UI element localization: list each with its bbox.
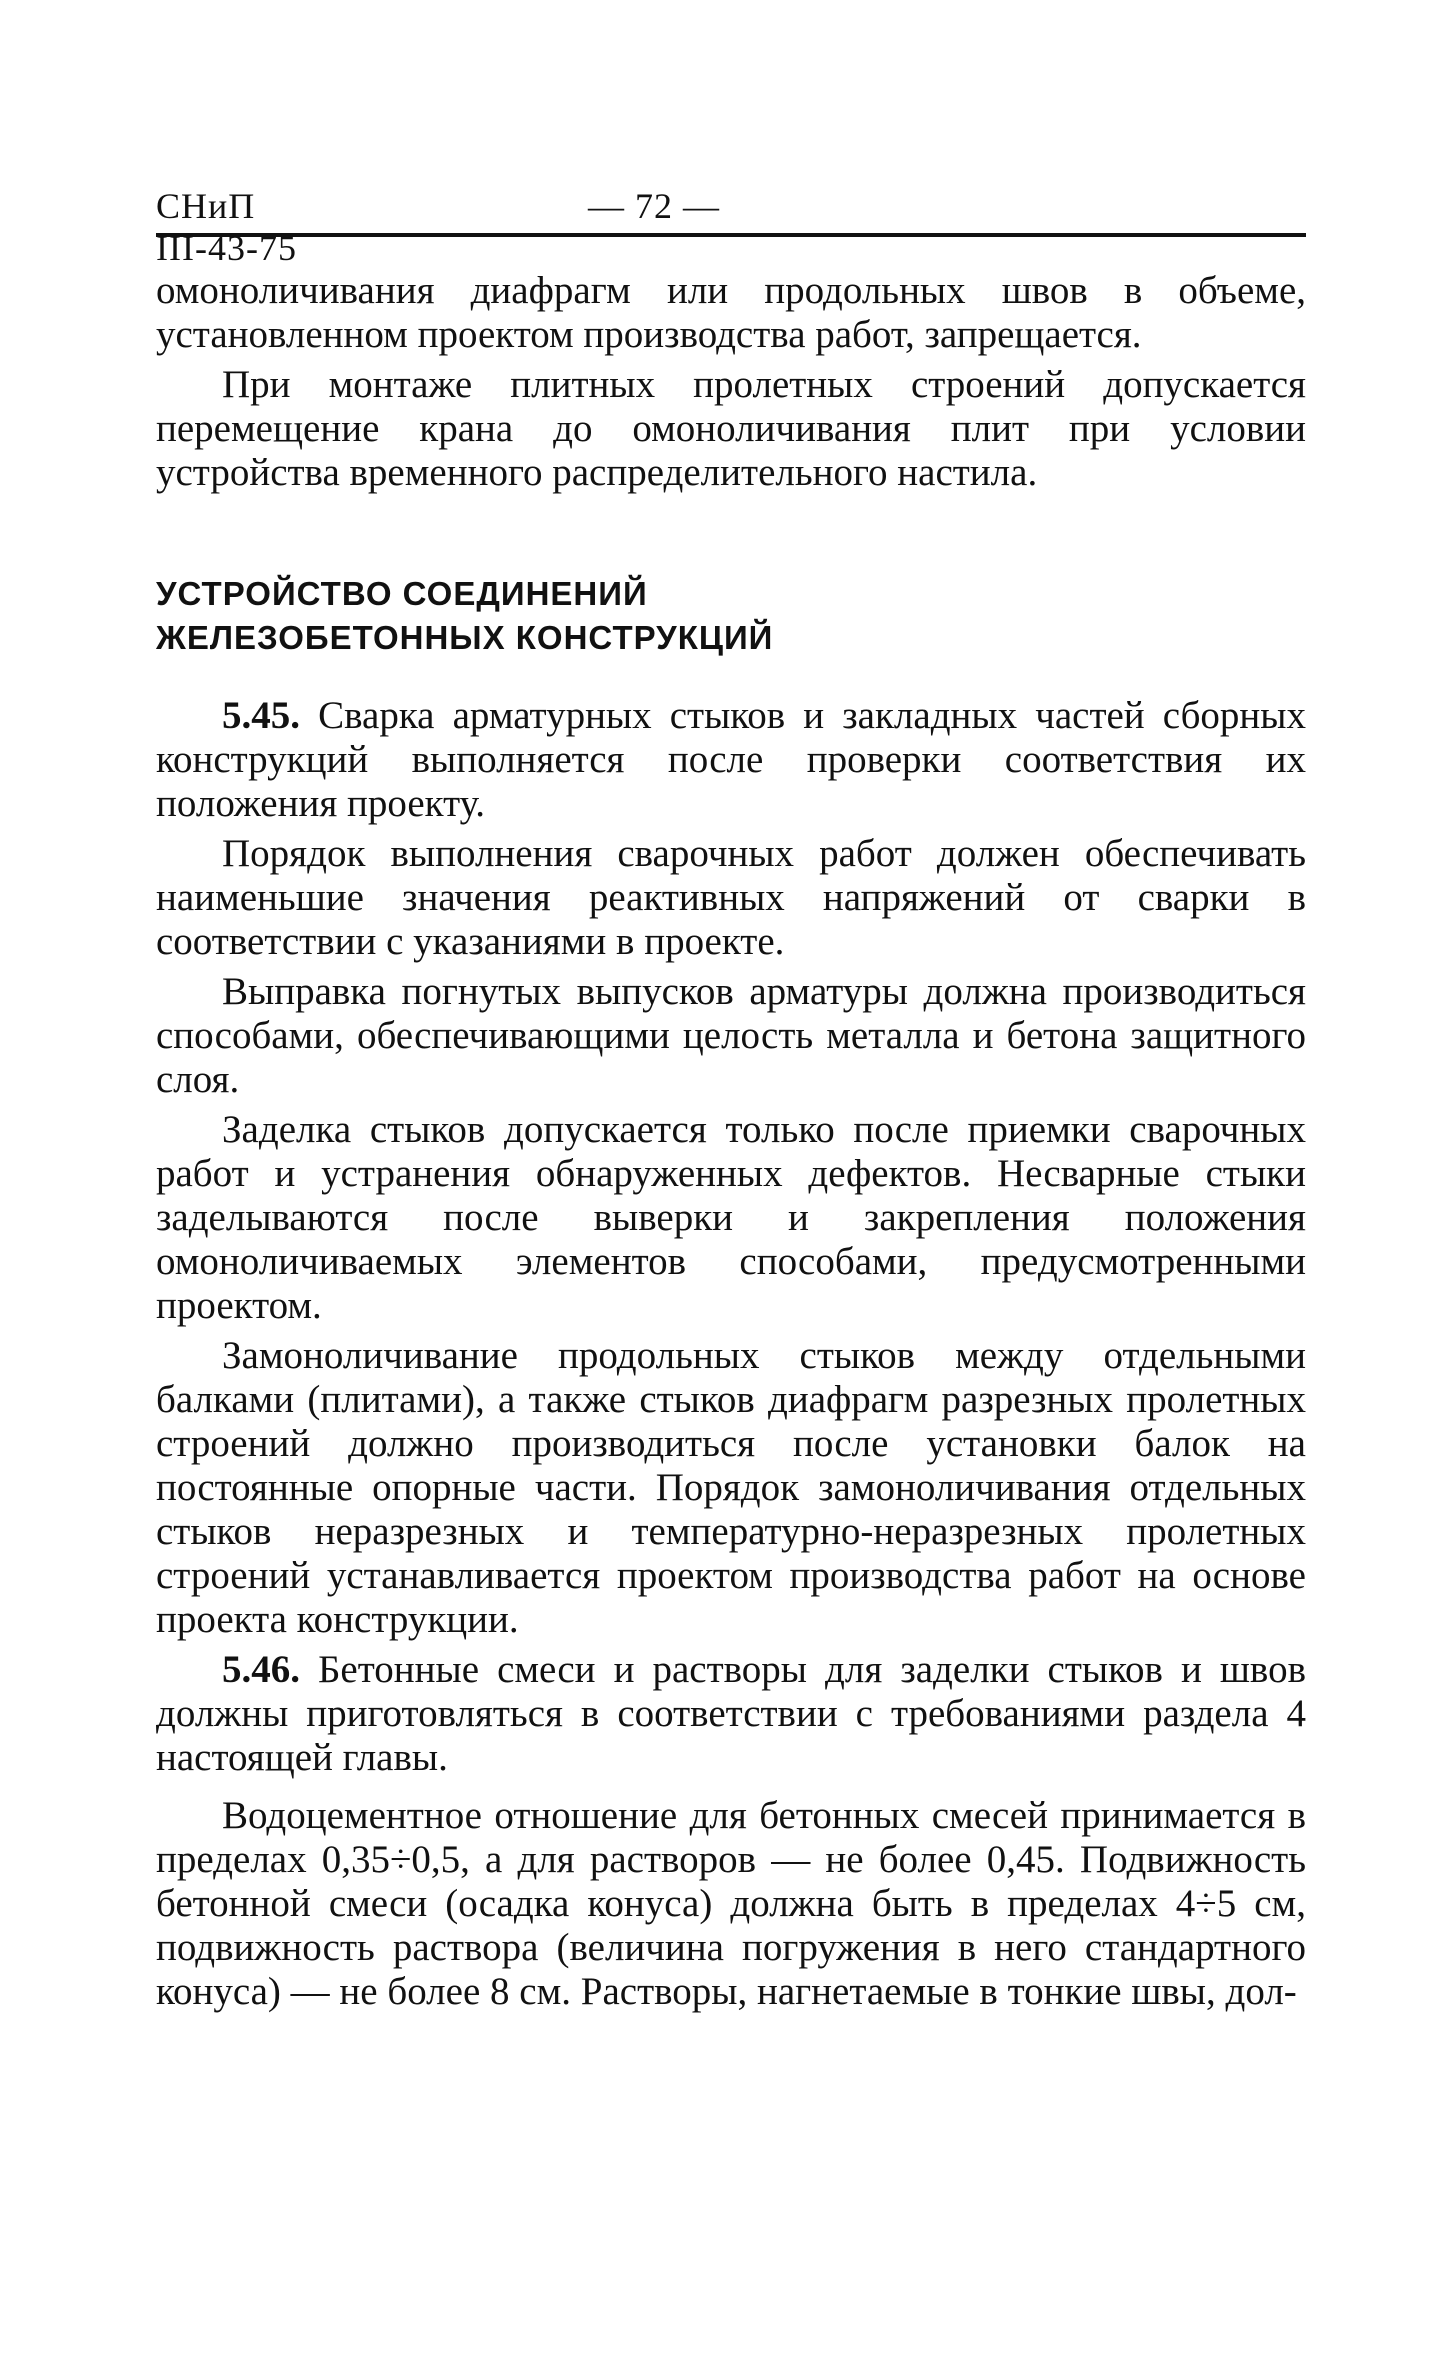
clause-text: Сварка арматурных стыков и закладных частей сборных конструкций выполняется после проверки соответствия их положения проекту.: [156, 694, 1306, 825]
clause-text: Бетонные смеси и растворы для заделки стыков и швов должны приготовляться в соответствии с требованиями раздела 4 настоящей главы.: [156, 1648, 1306, 1779]
header-rule: [156, 233, 1306, 237]
section-heading-line-1: УСТРОЙСТВО СОЕДИНЕНИЙ: [156, 575, 648, 612]
paragraph-monolithing: Замоноличивание продольных стыков между отдельными балками (плитами), а также стыков диафрагм разрезных пролетных строений должно производиться после установки балок на постоянные опорные части. Порядок замоноличивания отдельных стыков неразрезных и температурно-неразрезных пролетных строений устанавливается проектом производства работ на основе проекта конструкции.: [156, 1334, 1306, 1641]
document-code: СНиП III-43-75: [156, 186, 297, 268]
paragraph-crane-movement: При монтаже плитных пролетных строений допускается перемещение крана до омоноличивания плит при условии устройства временного распределительного настила.: [156, 363, 1306, 494]
clause-number: 5.46.: [222, 1648, 300, 1691]
page-number: — 72 —: [588, 186, 720, 226]
paragraph-joint-sealing: Заделка стыков допускается только после приемки сварочных работ и устранения обнаруженных дефектов. Несварные стыки заделываются после выверки и закрепления положения омоноличиваемых элементов способами, предусмотренными проектом.: [156, 1108, 1306, 1327]
paragraph-welding-order: Порядок выполнения сварочных работ должен обеспечивать наименьшие значения реактивных напряжений от сварки в соответствии с указаниями в проекте.: [156, 832, 1306, 963]
section-heading-line-2: ЖЕЛЕЗОБЕТОННЫХ КОНСТРУКЦИЙ: [156, 619, 774, 656]
document-page: [156, 185, 1306, 2014]
page-header: [156, 185, 1306, 268]
clause-5-45: [156, 694, 1306, 826]
paragraph-continuation: омоноличивания диафрагм или продольных швов в объеме, установленном проектом производства работ, запрещается.: [156, 269, 1306, 356]
clause-5-46: [156, 1648, 1306, 1780]
paragraph-water-cement-ratio: Водоцементное отношение для бетонных смесей принимается в пределах 0,35÷0,5, а для растворов — не более 0,45. Подвижность бетонной смеси (осадка конуса) должна быть в пределах 4÷5 см, подвижность раствора (величина погружения в него стандартного конуса) — не более 8 см. Растворы, нагнетаемые в тонкие швы, дол-: [156, 1794, 1306, 2013]
section-heading: [156, 572, 1306, 660]
paragraph-rebar-straightening: Выправка погнутых выпусков арматуры должна производиться способами, обеспечивающими целость металла и бетона защитного слоя.: [156, 970, 1306, 1101]
clause-number: 5.45.: [222, 694, 300, 737]
